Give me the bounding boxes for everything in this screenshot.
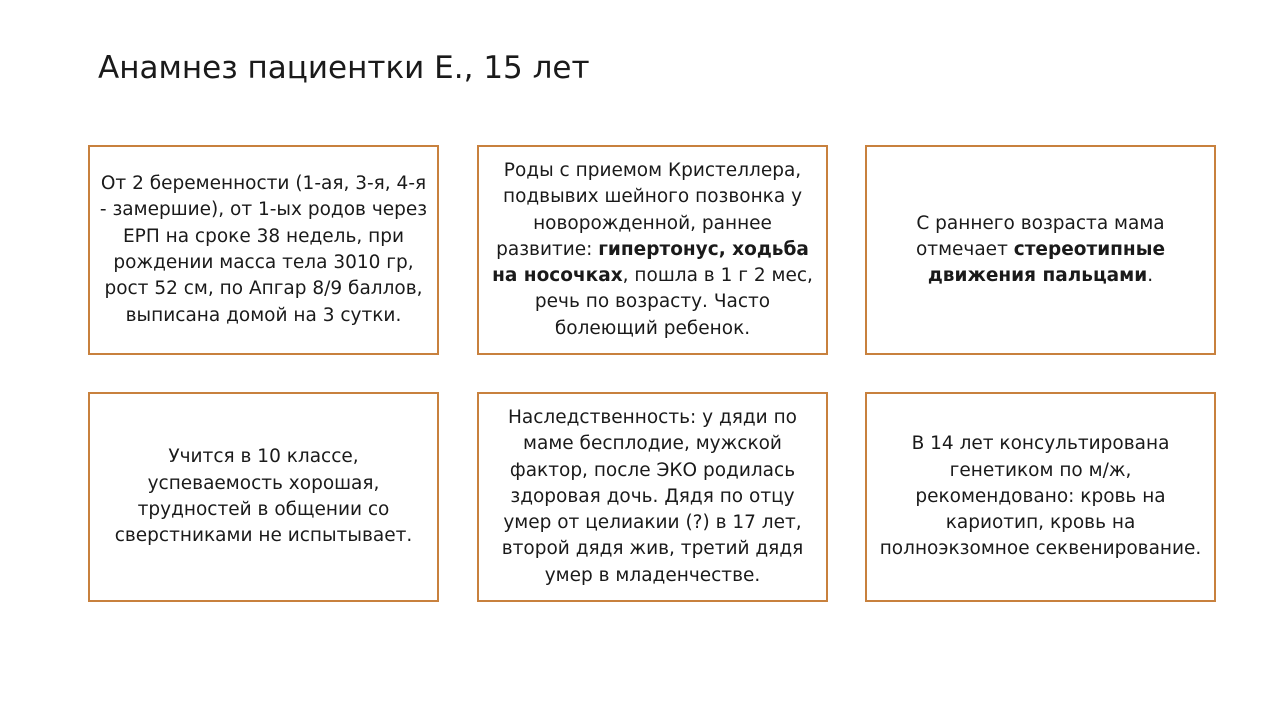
card-heredity <box>477 392 828 602</box>
card-school <box>88 392 439 602</box>
card-text: В 14 лет консультирована генетиком по м/ж, рекомендовано: кровь на кариотип, кровь на полноэкзомное секвенирование. <box>879 433 1202 560</box>
card-text <box>487 158 818 342</box>
card-text: От 2 беременности (1-ая, 3-я, 4-я - замершие), от 1-ых родов через ЕРП на сроке 38 недель, при рождении масса тела 3010 гр, рост 52 см, по Апгар 8/9 баллов, выписана домой на 3 сутки. <box>99 173 428 326</box>
card-text: Наследственность: у дяди по маме бесплодие, мужской фактор, после ЭКО родилась здоровая дочь. Дядя по отцу умер от целиакии (?) в 17 лет, второй дядя жив, третий дядя умер в младенчестве. <box>501 406 804 586</box>
card-genetic-consultation <box>865 392 1216 602</box>
card-text <box>875 211 1206 290</box>
card-text-bold: гипертонус, ходьба на носочках <box>492 238 809 287</box>
slide-title: Анамнез пациентки Е., 15 лет <box>98 50 590 86</box>
card-stereotypic-movements <box>865 145 1216 355</box>
card-text-plain: Роды с приемом Кристеллера, подвывих шейного позвонка у новорожденной, раннее развитие: <box>496 159 803 260</box>
card-text-plain: . <box>1147 265 1154 287</box>
card-text-plain: С раннего возраста мама отмечает <box>915 212 1165 260</box>
card-text: Учится в 10 классе, успеваемость хорошая, трудностей в общении со сверстниками не испытывает. <box>114 446 413 547</box>
card-text-bold: стереотипные движения пальцами <box>927 238 1165 287</box>
card-pregnancy-birth <box>88 145 439 355</box>
card-delivery-development <box>477 145 828 355</box>
card-text-plain: , пошла в 1 г 2 мес, речь по возрасту. Часто болеющий ребенок. <box>534 265 813 339</box>
